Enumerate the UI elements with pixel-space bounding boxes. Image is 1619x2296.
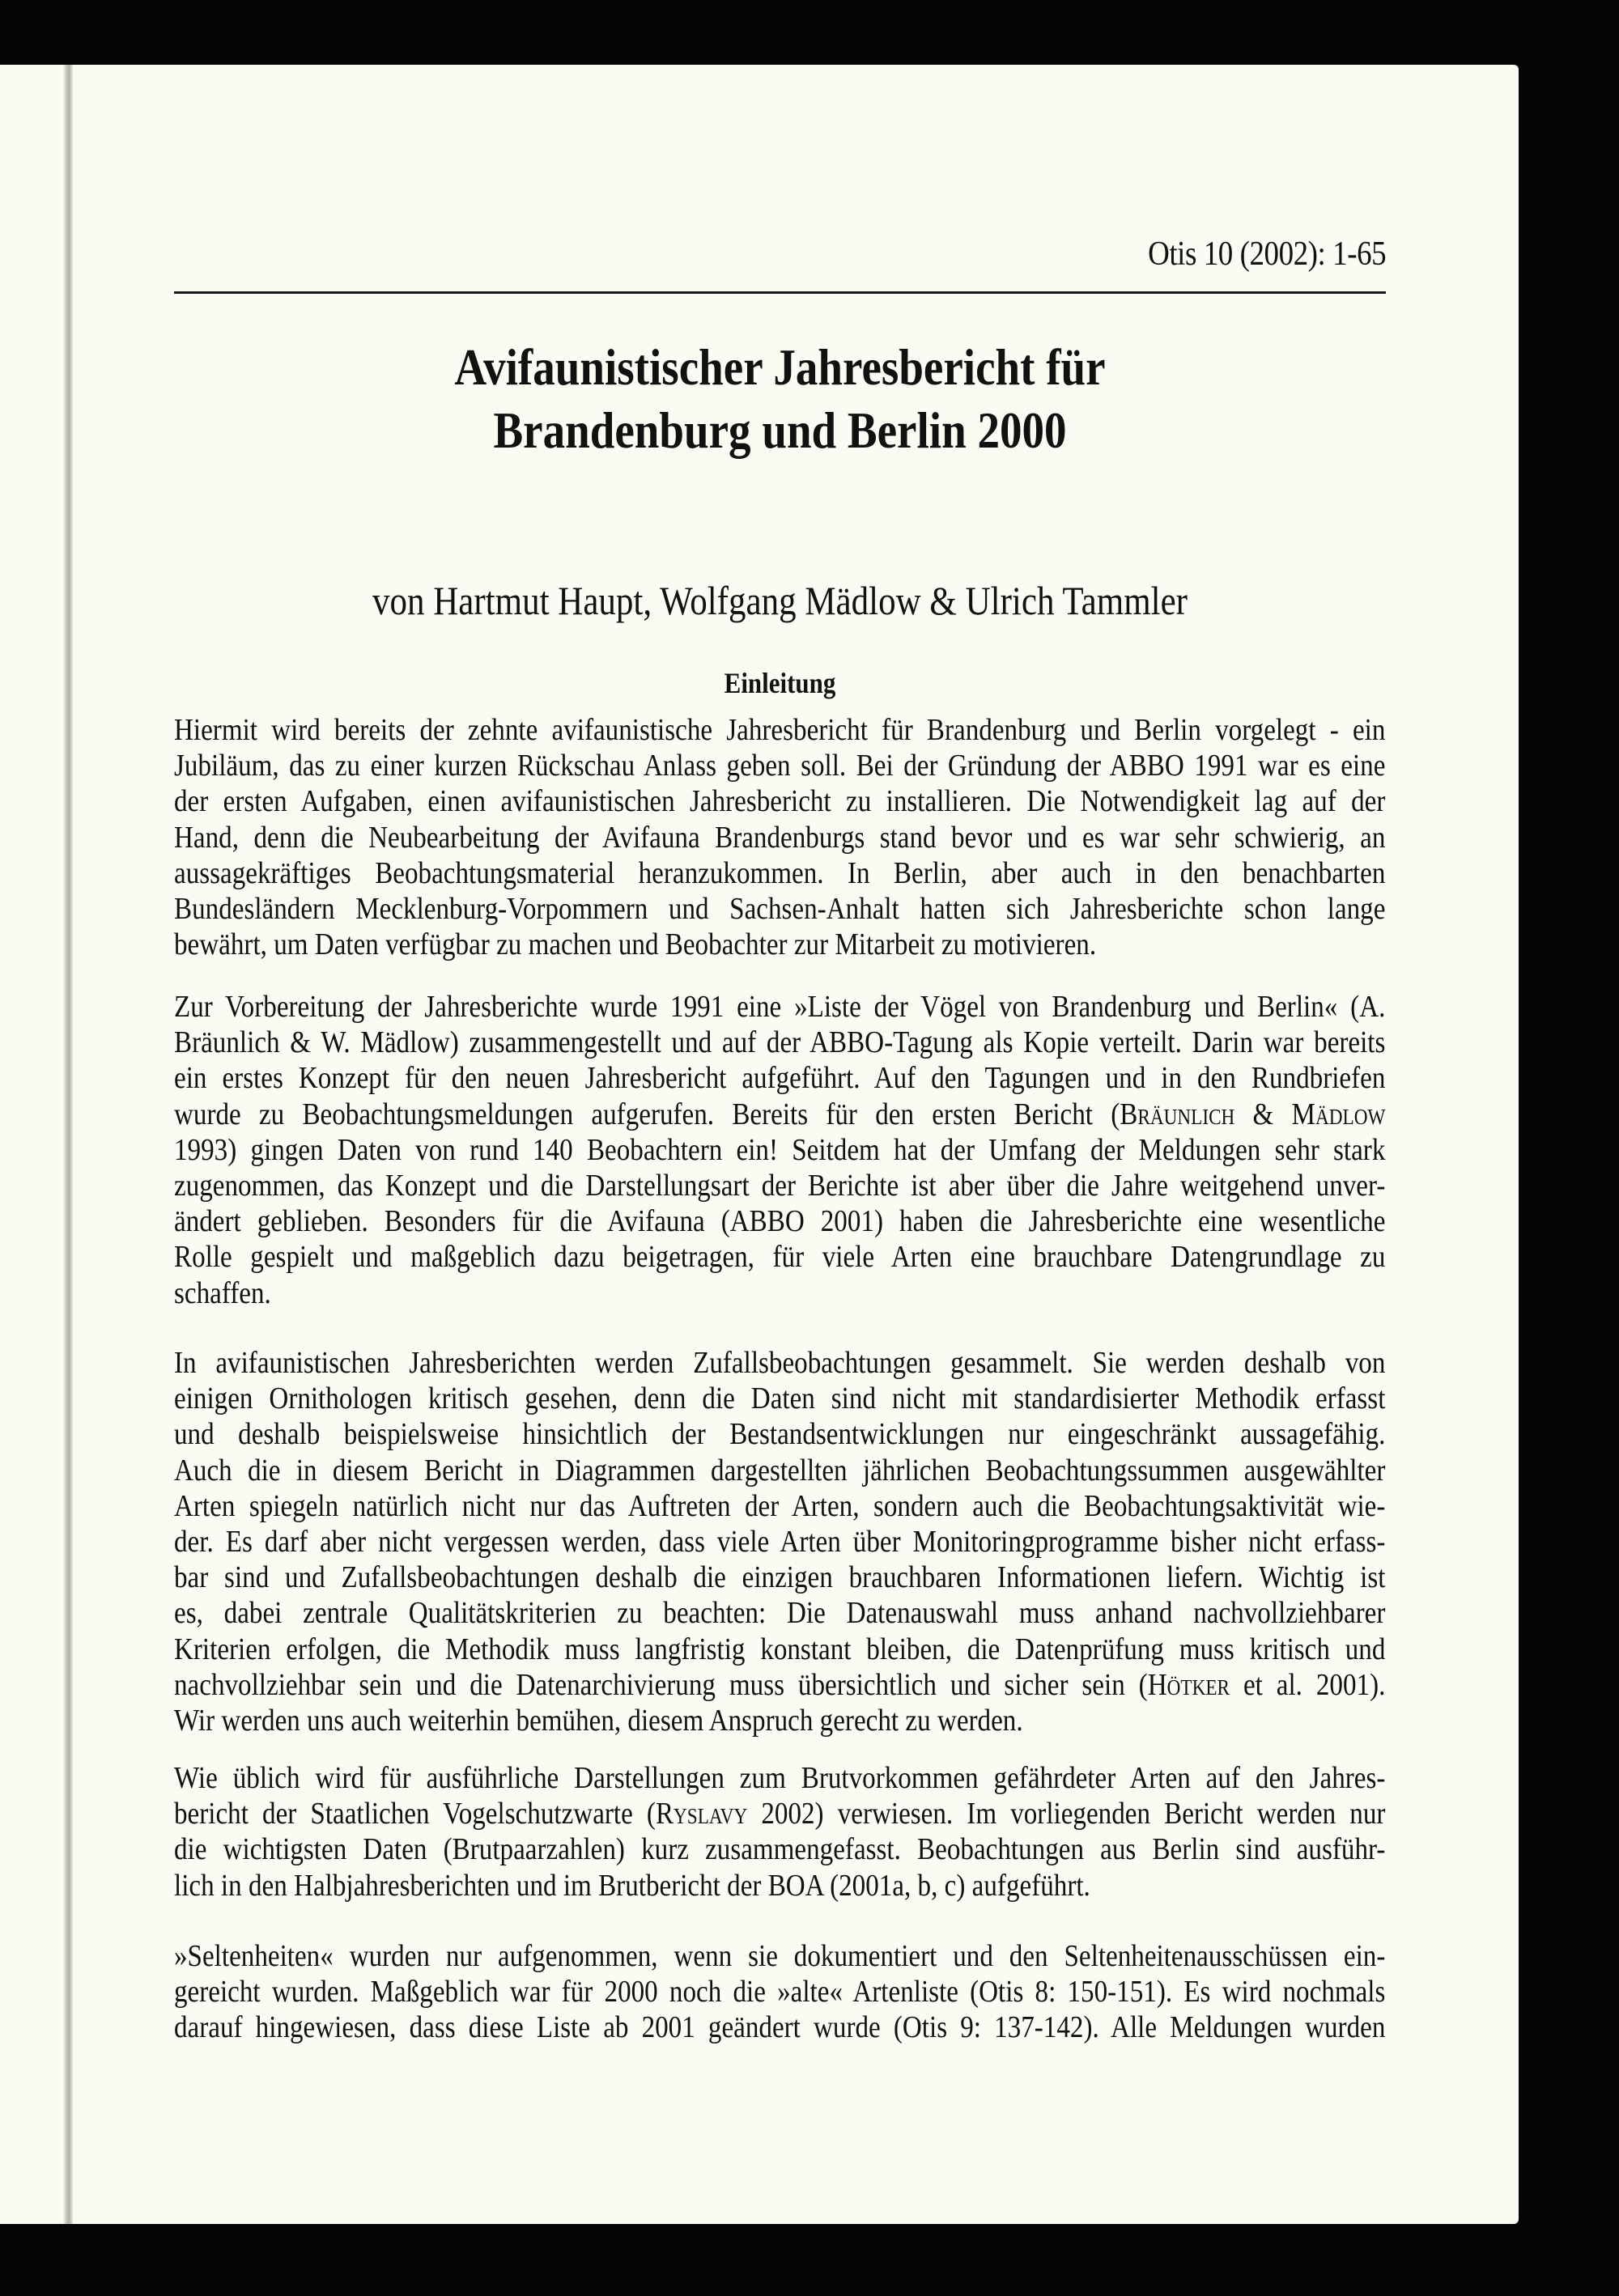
- text-line: Zur Vorbereitung der Jahresberichte wurde 1991 eine »Liste der Vögel von Brandenburg und Berlin« (A.: [174, 990, 1386, 1024]
- author-line: von Hartmut Haupt, Wolfgang Mädlow & Ulrich Tammler: [372, 578, 1188, 623]
- text-line: Wir werden uns auch weiterhin bemühen, diesem Anspruch gerecht zu werden.: [174, 1703, 1023, 1738]
- paragraph-5: [174, 1938, 1386, 2046]
- title-line: Brandenburg und Berlin 2000: [493, 401, 1067, 459]
- text-line: Hand, denn die Neubearbeitung der Avifauna Brandenburgs stand bevor und es war sehr schwierig, an: [174, 820, 1386, 855]
- paragraph-4: [174, 1760, 1386, 1903]
- citation-author: Ryslavy: [655, 1797, 748, 1831]
- text-line: bewährt, um Daten verfügbar zu machen und Beobachter zur Mitarbeit zu motivieren.: [174, 927, 1097, 962]
- text-line: bericht der Staatlichen Vogelschutzwarte (Ryslavy 2002) verwiesen. Im vorliegenden Bericht werden nur: [174, 1797, 1386, 1831]
- text-line: Kriterien erfolgen, die Methodik muss langfristig konstant bleiben, die Datenprüfung muss kritisch und: [174, 1632, 1386, 1666]
- text-line: und deshalb beispielsweise hinsichtlich der Bestandsentwicklungen nur eingeschränkt aussagefähig.: [174, 1417, 1386, 1452]
- text-line: Auch die in diesem Bericht in Diagrammen dargestellten jährlichen Beobachtungssummen ausgewählter: [174, 1453, 1386, 1488]
- text-line: bar sind und Zufallsbeobachtungen deshalb die einzigen brauchbaren Informationen liefern. Wichtig ist: [174, 1560, 1386, 1595]
- text-line: gereicht wurden. Maßgeblich war für 2000 noch die »alte« Artenliste (Otis 8: 150-151). Es wird nochmals: [174, 1975, 1386, 2010]
- text-line: ein erstes Konzept für den neuen Jahresbericht aufgeführt. Auf den Tagungen und in den Rundbriefen: [174, 1061, 1386, 1096]
- text-line: der. Es darf aber nicht vergessen werden, dass viele Arten über Monitoringprogramme bisher nicht erfass-: [174, 1524, 1386, 1559]
- text-line: »Seltenheiten« wurden nur aufgenommen, wenn sie dokumentiert und den Seltenheitenausschüssen ein-: [174, 1939, 1386, 1973]
- text-line: darauf hingewiesen, dass diese Liste ab 2001 geändert wurde (Otis 9: 137-142). Alle Meldungen wurden: [174, 2010, 1386, 2045]
- text-line: In avifaunistischen Jahresberichten werden Zufallsbeobachtungen gesammelt. Sie werden deshalb von: [174, 1346, 1386, 1380]
- text-line: wurde zu Beobachtungsmeldungen aufgerufen. Bereits für den ersten Bericht (Bräunlich & Mädlow: [174, 1097, 1386, 1131]
- text-line: 1993) gingen Daten von rund 140 Beobachtern ein! Seitdem hat der Umfang der Meldungen sehr stark: [174, 1132, 1386, 1167]
- text-line: Hiermit wird bereits der zehnte avifaunistische Jahresbericht für Brandenburg und Berlin vorgelegt - ein: [174, 713, 1386, 747]
- paragraph-3: [174, 1345, 1386, 1738]
- text-line: der ersten Aufgaben, einen avifaunistischen Jahresbericht zu installieren. Die Notwendigkeit lag auf der: [174, 784, 1386, 819]
- text-line: Bundesländern Mecklenburg-Vorpommern und Sachsen-Anhalt hatten sich Jahresberichte schon lange: [174, 891, 1386, 926]
- text-line: Bräunlich & W. Mädlow) zusammengestellt und auf der ABBO-Tagung als Kopie verteilt. Darin war bereits: [174, 1025, 1386, 1060]
- running-head: Otis 10 (2002): 1-65: [1147, 236, 1386, 273]
- text-line: Wie üblich wird für ausführliche Darstellungen zum Brutvorkommen gefährdeter Arten auf den Jahres-: [174, 1761, 1386, 1795]
- text-line: Jubiläum, das zu einer kurzen Rückschau Anlass geben soll. Bei der Gründung der ABBO 1991 war es eine: [174, 749, 1386, 783]
- text-line: nachvollziehbar sein und die Datenarchivierung muss übersichtlich und sicher sein (Hötker et al. 2001).: [174, 1667, 1386, 1702]
- article-title: [259, 336, 1301, 462]
- text-line: ändert geblieben. Besonders für die Avifauna (ABBO 2001) haben die Jahresberichte eine wesentliche: [174, 1204, 1386, 1239]
- text-line: es, dabei zentrale Qualitätskriterien zu beachten: Die Datenauswahl muss anhand nachvollziehbarer: [174, 1596, 1386, 1631]
- text-line: Rolle gespielt und maßgeblich dazu beigetragen, für viele Arten eine brauchbare Datengrundlage zu: [174, 1240, 1386, 1275]
- text-line: lich in den Halbjahresberichten und im Brutbericht der BOA (2001a, b, c) aufgeführt.: [174, 1868, 1090, 1903]
- text-line: einigen Ornithologen kritisch gesehen, denn die Daten sind nicht mit standardisierter Methodik erfasst: [174, 1381, 1386, 1416]
- section-heading: Einleitung: [724, 667, 836, 699]
- citation-author: Hötker: [1147, 1667, 1230, 1702]
- header-rule: [174, 291, 1386, 294]
- citation-author: Bräunlich & Mädlow: [1120, 1097, 1386, 1131]
- text-line: aussagekräftiges Beobachtungsmaterial heranzukommen. In Berlin, aber auch in den benachbarten: [174, 855, 1386, 890]
- paragraph-2: [174, 989, 1386, 1311]
- text-line: Arten spiegeln natürlich nicht nur das Auftreten der Arten, sondern auch die Beobachtungsaktivität wie-: [174, 1488, 1386, 1523]
- title-line: Avifaunistischer Jahresbericht für: [454, 338, 1106, 396]
- text-line: die wichtigsten Daten (Brutpaarzahlen) kurz zusammengefasst. Beobachtungen aus Berlin sind ausführ-: [174, 1832, 1386, 1867]
- text-line: schaffen.: [174, 1275, 271, 1310]
- text-line: zugenommen, das Konzept und die Darstellungsart der Berichte ist aber über die Jahre weitgehend unver-: [174, 1168, 1386, 1203]
- paragraph-1: [174, 712, 1386, 962]
- page-fold-shadow: [63, 65, 73, 2224]
